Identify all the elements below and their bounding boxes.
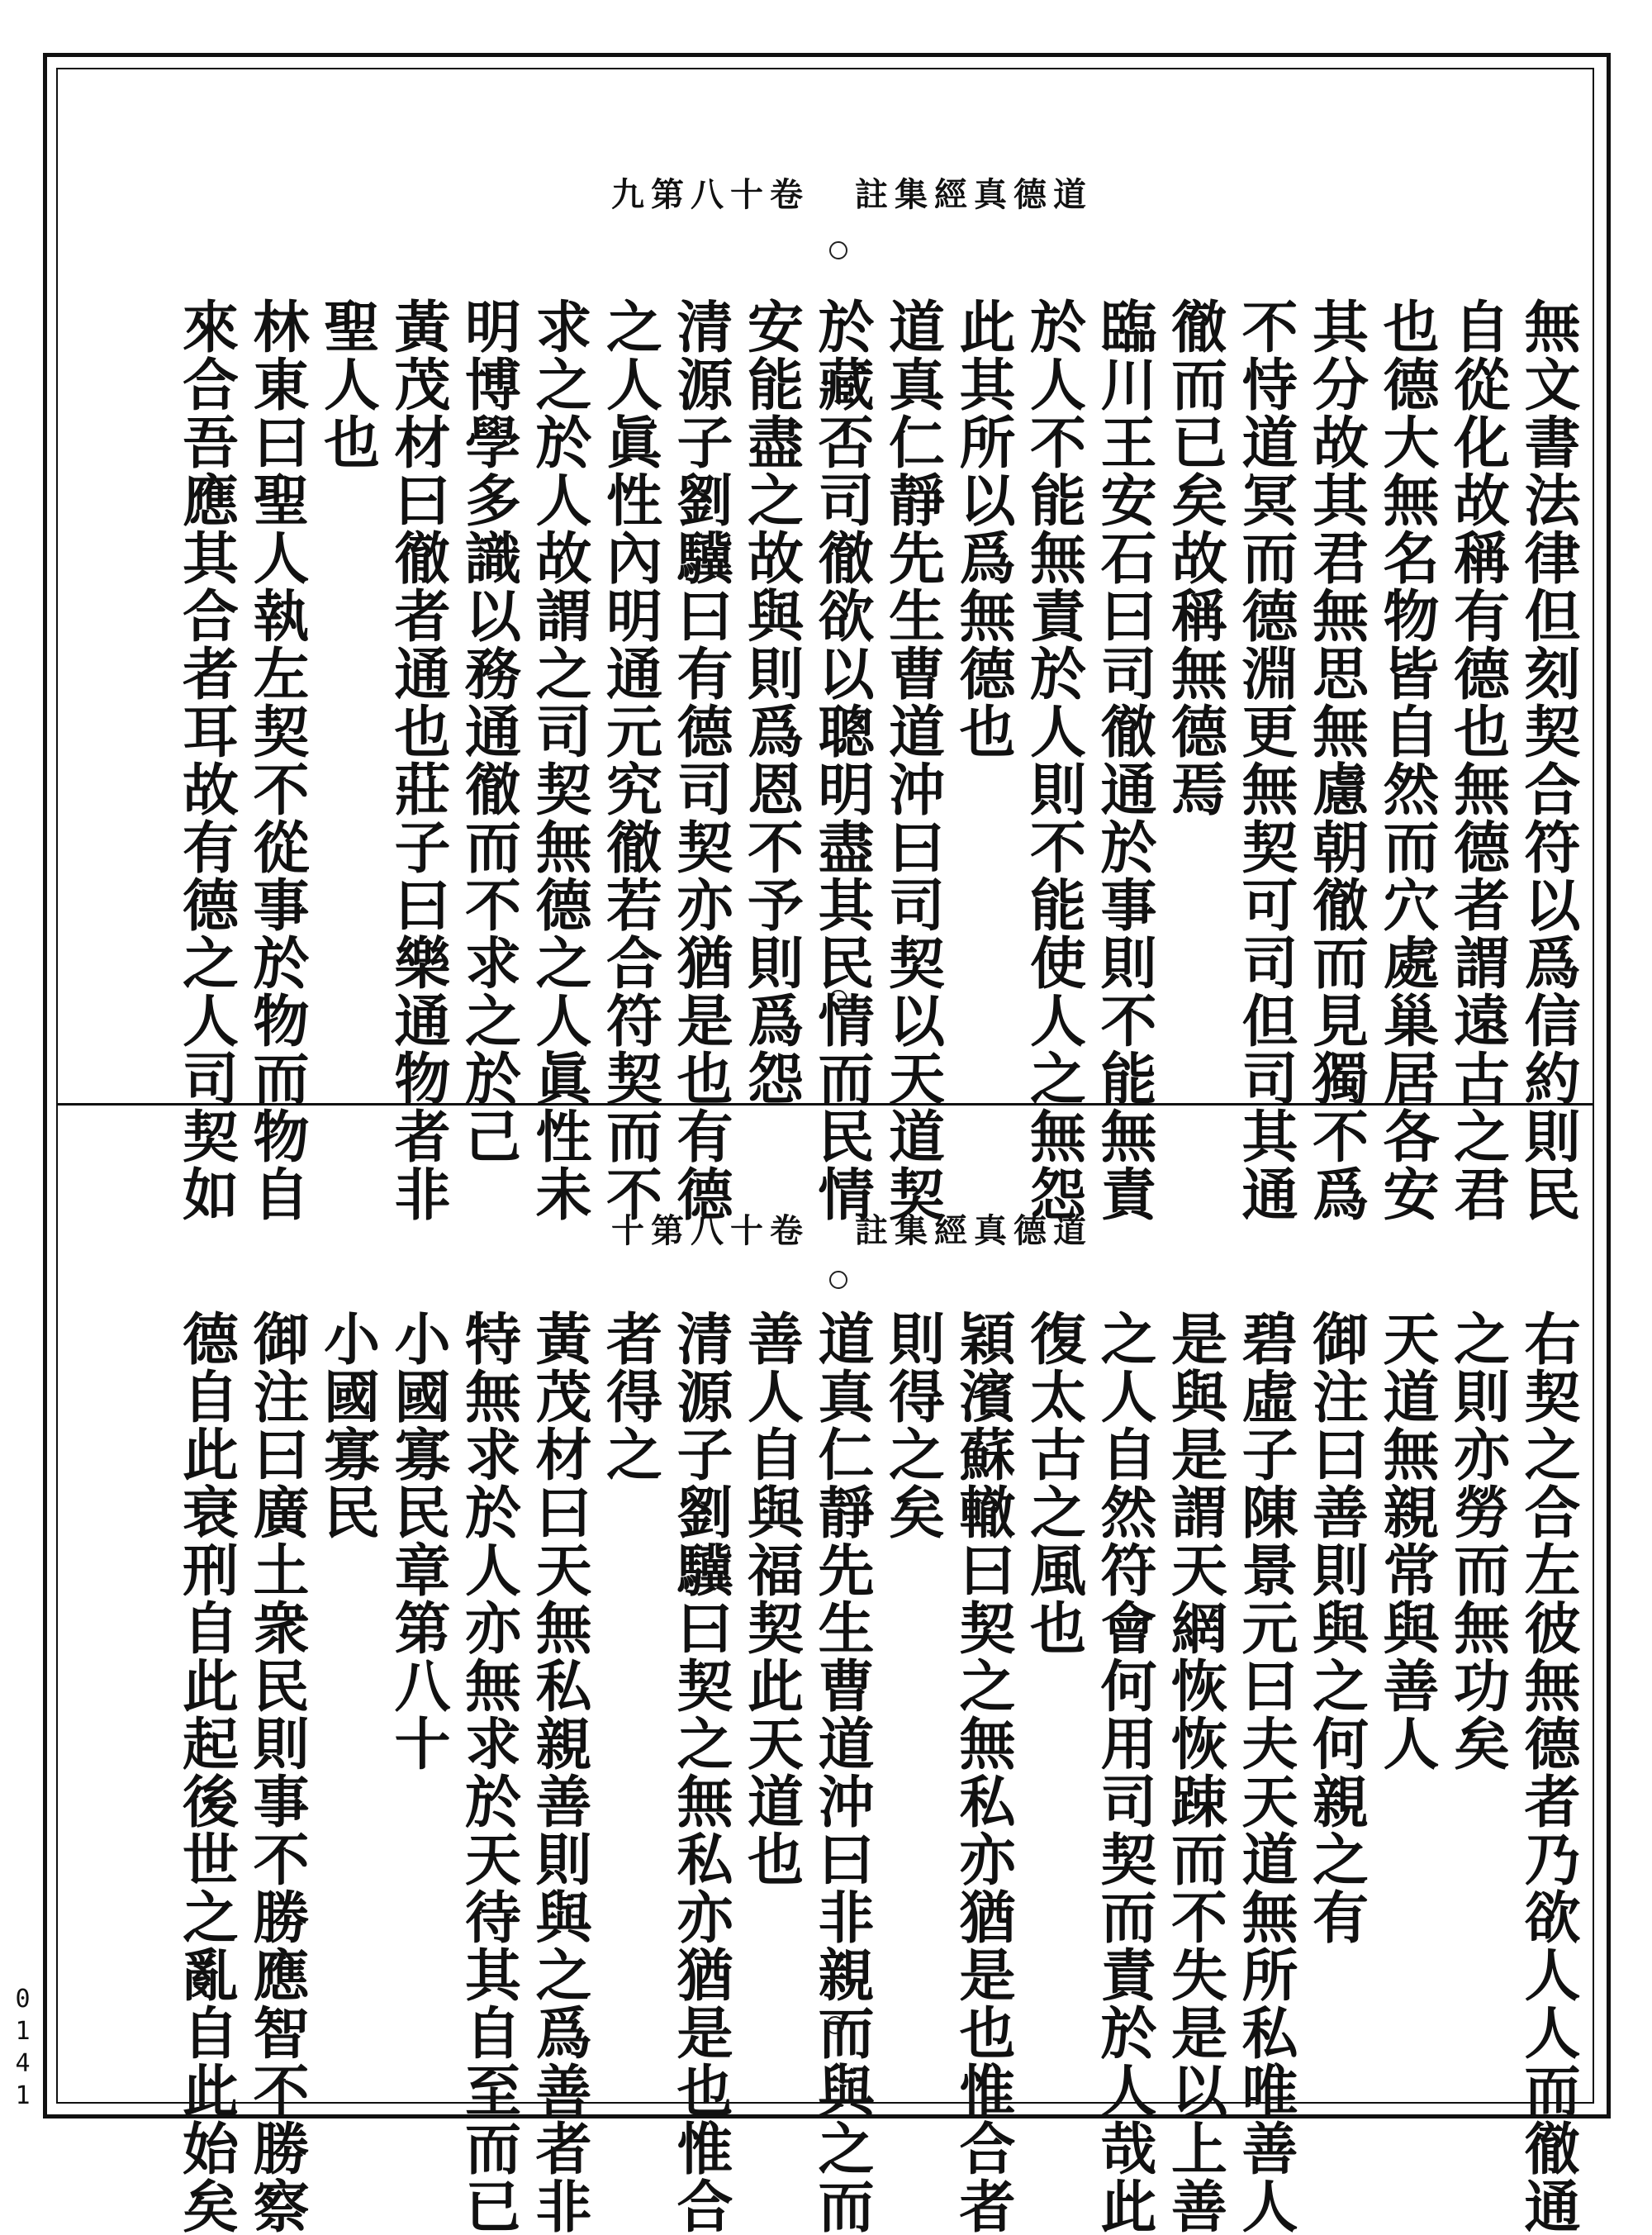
bottom-column: 特無求於人亦無求於天待其自至而已 (455, 1310, 522, 2235)
bottom-marker-circle (829, 1271, 847, 1289)
top-column: 自從化故稱有德也無德者謂遠古之君 (1444, 297, 1511, 1223)
bottom-column: 御注曰廣土衆民則事不勝應智不勝察 (244, 1310, 310, 2235)
top-header-title: 註集經真德道 (855, 175, 1093, 214)
top-column: 黃茂材曰徹者通也莊子曰樂通物者非 (385, 297, 451, 1223)
top-column: 於藏否司徹欲以聰明盡其民情而民情 (809, 297, 875, 1223)
bottom-header-title: 註集經真德道 (855, 1211, 1093, 1250)
bottom-column: 穎濱蘇轍曰契之無私亦猶是也惟合者 (950, 1310, 1016, 2235)
bottom-column: 者得之 (596, 1310, 663, 1483)
bottom-column: 御注曰善則與之何親之有 (1303, 1310, 1370, 1946)
top-header-volume: 九第八十卷 (611, 175, 809, 214)
bottom-column: 善人自與福契此天道也 (738, 1310, 805, 1888)
bottom-column: 之人自然符會何用司契而責於人哉此 (1091, 1310, 1157, 2235)
bottom-column: 右契之合左彼無德者乃欲人人而徹通 (1515, 1310, 1581, 2235)
top-column: 於人不能無責於人則不能使人之無怨 (1020, 297, 1087, 1223)
top-column: 道真仁靜先生曹道沖曰司契以天道契 (879, 297, 946, 1223)
bottom-column: 是與是謂天網恢恢踈而不失是以上善 (1161, 1310, 1228, 2235)
bottom-column: 復太古之風也 (1020, 1310, 1087, 1657)
bottom-column: 德自此衰刑自此起後世之亂自此始矣 (173, 1310, 240, 2235)
top-column: 來合吾應其合者耳故有德之人司契如 (173, 297, 240, 1223)
bottom-column: 之則亦勞而無功矣 (1444, 1310, 1511, 1772)
top-column: 無文書法律但刻契合符以爲信約則民 (1515, 297, 1581, 1223)
bottom-column: 天道無親常與善人 (1374, 1310, 1440, 1772)
page-number: 0141 (8, 1985, 37, 2114)
bottom-header-volume: 十第八十卷 (611, 1211, 809, 1250)
top-column: 也德大無名物皆自然而穴處巢居各安 (1374, 297, 1440, 1223)
bottom-column: 黃茂材曰天無私親善則與之爲善者非 (526, 1310, 592, 2235)
top-column: 明博學多識以務通徹而不求之於己 (455, 297, 522, 1165)
top-column: 此其所以爲無德也 (950, 297, 1016, 760)
top-marker-circle (829, 241, 847, 259)
top-column: 臨川王安石曰司徹通於事則不能無責 (1091, 297, 1157, 1223)
top-column: 求之於人故謂之司契無德之人眞性未 (526, 297, 592, 1223)
bottom-column: 則得之矣 (879, 1310, 946, 1541)
top-column: 聖人也 (314, 297, 381, 471)
top-column: 清源子劉驥曰有德司契亦猶是也有德 (667, 297, 733, 1223)
top-column: 徹而已矣故稱無德焉 (1161, 297, 1228, 818)
top-column: 不恃道冥而德淵更無契可司但司其通 (1232, 297, 1298, 1223)
top-column: 其分故其君無思無慮朝徹而見獨不爲 (1303, 297, 1370, 1223)
top-column: 林東曰聖人執左契不從事於物而物自 (244, 297, 310, 1223)
bottom-column: 清源子劉驥曰契之無私亦猶是也惟合 (667, 1310, 733, 2235)
top-column: 之人眞性內明通元究徹若合符契而不 (596, 297, 663, 1223)
bottom-column: 碧虛子陳景元曰夫天道無所私唯善人 (1232, 1310, 1298, 2235)
top-column: 安能盡之故與則爲恩不予則爲怨 (738, 297, 805, 1107)
bottom-column: 道真仁靜先生曹道沖曰非親而與之而 (809, 1310, 875, 2235)
bottom-column: 小國寡民章第八十 (385, 1310, 451, 1772)
bottom-column: 小國寡民 (314, 1310, 381, 1541)
